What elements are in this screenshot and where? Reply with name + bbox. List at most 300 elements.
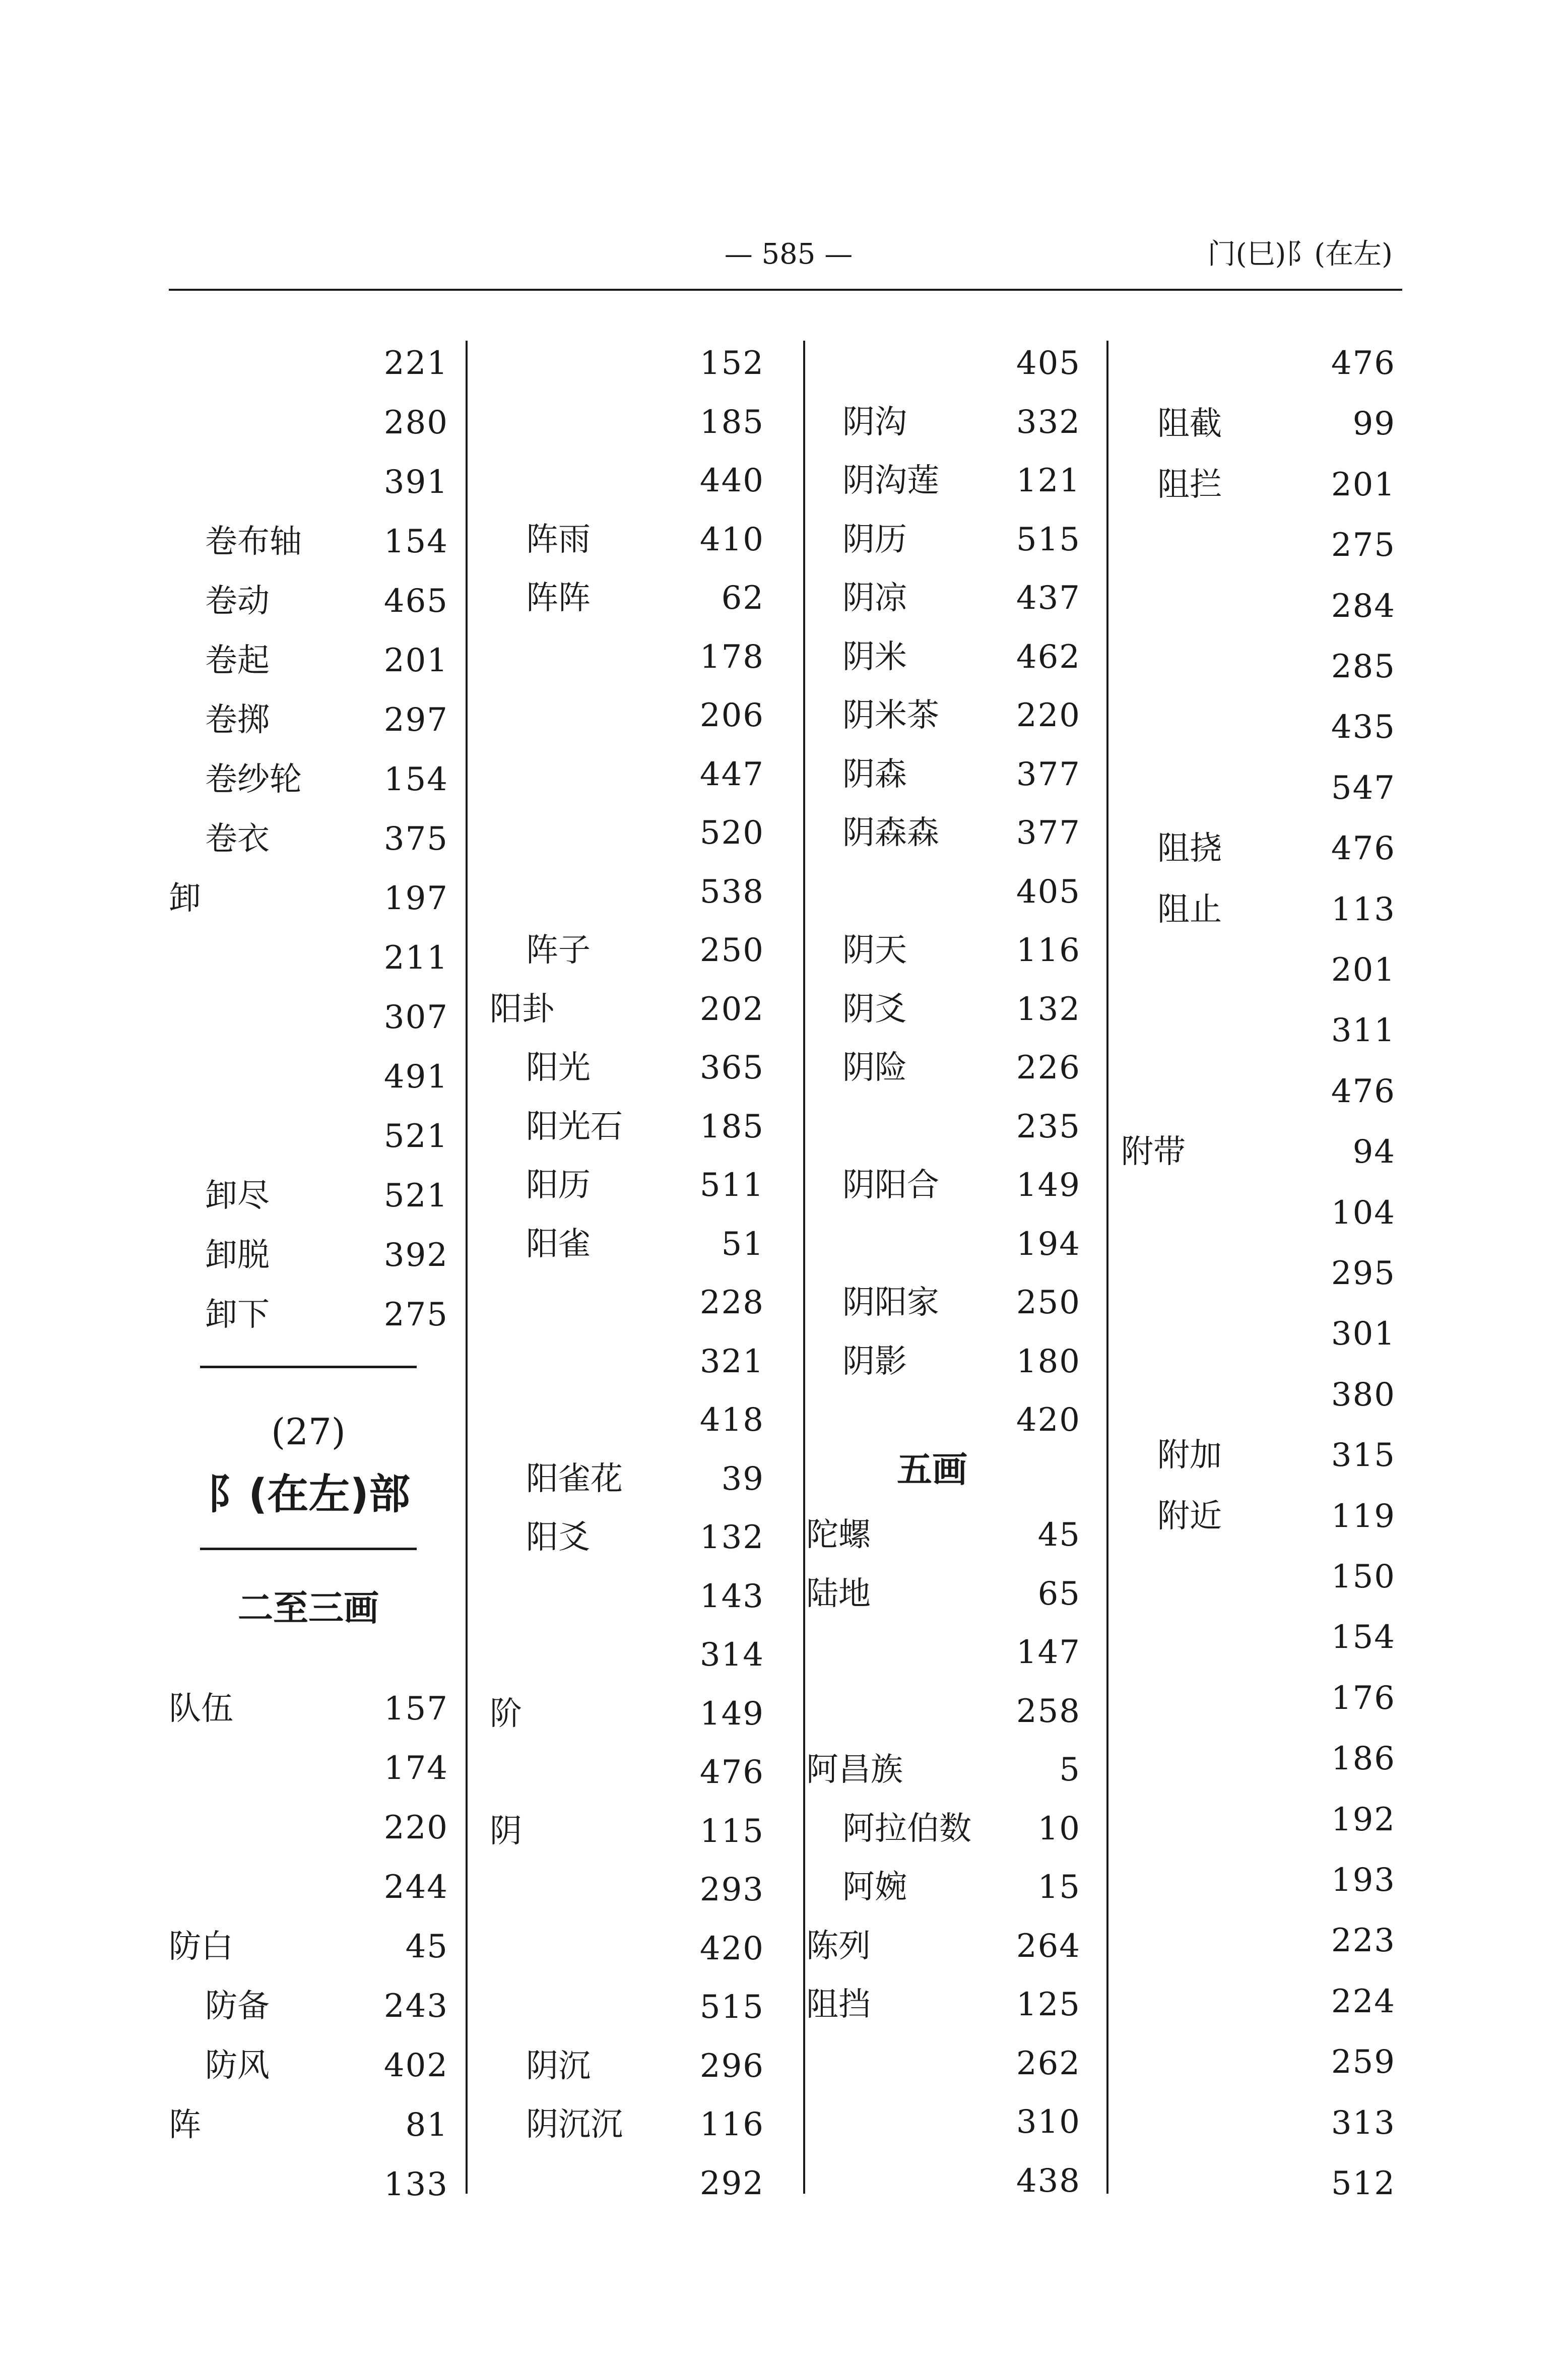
index-entry xyxy=(490,928,764,973)
index-entry xyxy=(1121,644,1396,689)
entry-page-number: 143 xyxy=(699,1577,764,1615)
entry-term: 陈列 xyxy=(806,1927,871,1965)
index-entry xyxy=(806,1397,1081,1443)
entry-page-number: 147 xyxy=(1016,1634,1081,1671)
entry-page-number: 314 xyxy=(699,1636,764,1674)
index-entry xyxy=(1121,1069,1396,1114)
entry-page-number: 402 xyxy=(383,2047,448,2084)
entry-page-number: 476 xyxy=(1331,1072,1396,1110)
index-entry xyxy=(1121,1797,1396,1842)
entry-page-number: 440 xyxy=(699,462,764,499)
entry-page-number: 250 xyxy=(699,932,764,969)
entry-page-number: 113 xyxy=(1331,890,1396,928)
index-column-4 xyxy=(1121,341,1396,2202)
index-entry xyxy=(806,869,1081,915)
index-entry xyxy=(1121,584,1396,629)
entry-term: 阳雀花 xyxy=(526,1460,623,1498)
entry-page-number: 133 xyxy=(383,2166,448,2203)
entry-page-number: 157 xyxy=(383,1690,448,1728)
index-entry xyxy=(1121,705,1396,750)
index-entry xyxy=(490,1985,764,2030)
entry-page-number: 511 xyxy=(699,1167,764,1204)
index-entry xyxy=(1121,1736,1396,1781)
entry-page-number: 149 xyxy=(699,1695,764,1733)
entry-term: 卸下 xyxy=(205,1296,270,1333)
entry-page-number: 99 xyxy=(1352,405,1396,443)
running-header-section: 门(巳)阝(在左) xyxy=(1207,238,1393,271)
entry-page-number: 150 xyxy=(1331,1558,1396,1595)
entry-term: 阿拉伯数 xyxy=(842,1810,971,1847)
entry-page-number: 197 xyxy=(383,880,448,917)
entry-term: 阵雨 xyxy=(526,521,591,558)
index-entry xyxy=(490,2161,764,2206)
entry-page-number: 15 xyxy=(1037,1869,1081,1906)
entry-term: 阴米 xyxy=(842,638,907,676)
index-entry xyxy=(1121,1372,1396,1418)
stroke-heading: 二至三画 xyxy=(238,1587,379,1629)
entry-page-number: 211 xyxy=(383,939,448,977)
entry-term: 阴阳家 xyxy=(842,1284,939,1321)
index-entry xyxy=(806,928,1081,973)
entry-page-number: 476 xyxy=(699,1754,764,1791)
entry-page-number: 115 xyxy=(699,1812,764,1850)
index-entry xyxy=(490,1691,764,1737)
entry-page-number: 176 xyxy=(1331,1679,1396,1717)
entry-page-number: 202 xyxy=(699,990,764,1028)
index-entry xyxy=(169,1054,448,1100)
entry-page-number: 149 xyxy=(1016,1167,1081,1204)
section-title: 阝(在左)部 xyxy=(207,1471,410,1518)
index-entry xyxy=(490,1809,764,1854)
entry-term: 阳光 xyxy=(526,1049,591,1087)
index-entry xyxy=(490,1515,764,1560)
index-entry xyxy=(490,400,764,445)
entry-term: 防备 xyxy=(205,1988,270,2025)
entry-page-number: 512 xyxy=(1331,2165,1396,2202)
entry-page-number: 45 xyxy=(405,1928,448,1965)
index-entry xyxy=(806,1512,1081,1558)
entry-page-number: 332 xyxy=(1016,403,1081,441)
index-entry xyxy=(1121,1129,1396,1175)
index-entry xyxy=(169,1233,448,1278)
index-entry xyxy=(490,752,764,797)
entry-page-number: 405 xyxy=(1016,873,1081,911)
index-entry xyxy=(1121,462,1396,507)
entry-page-number: 515 xyxy=(699,1989,764,2026)
index-entry xyxy=(490,987,764,1032)
entry-page-number: 39 xyxy=(721,1460,764,1498)
entry-page-number: 491 xyxy=(383,1058,448,1096)
index-entry xyxy=(1121,1554,1396,1600)
entry-page-number: 280 xyxy=(383,404,448,441)
entry-page-number: 365 xyxy=(699,1049,764,1087)
index-entry xyxy=(490,1280,764,1325)
entry-page-number: 435 xyxy=(1331,709,1396,746)
entry-page-number: 547 xyxy=(1331,769,1396,807)
index-entry xyxy=(490,517,764,562)
entry-term: 阵阵 xyxy=(526,580,591,617)
entry-page-number: 206 xyxy=(699,697,764,734)
entry-page-number: 45 xyxy=(1037,1516,1081,1554)
entry-term: 阳卦 xyxy=(490,990,554,1028)
entry-page-number: 538 xyxy=(699,873,764,911)
entry-page-number: 392 xyxy=(383,1237,448,1274)
index-column-2 xyxy=(490,341,764,2202)
entry-page-number: 521 xyxy=(383,1118,448,1155)
index-entry xyxy=(806,576,1081,621)
entry-page-number: 297 xyxy=(383,701,448,739)
index-entry xyxy=(1121,765,1396,811)
index-entry xyxy=(1121,1676,1396,1721)
entry-page-number: 228 xyxy=(699,1284,764,1321)
index-entry xyxy=(806,2158,1081,2204)
index-entry xyxy=(490,810,764,856)
entry-page-number: 154 xyxy=(383,523,448,560)
entry-term: 卷动 xyxy=(205,583,270,620)
index-entry xyxy=(169,1805,448,1850)
entry-page-number: 154 xyxy=(383,761,448,798)
index-entry xyxy=(1121,887,1396,932)
index-entry xyxy=(490,1456,764,1502)
entry-term: 陀螺 xyxy=(806,1516,871,1554)
index-entry xyxy=(169,519,448,564)
entry-page-number: 62 xyxy=(721,580,764,617)
entry-page-number: 201 xyxy=(1331,951,1396,989)
index-entry xyxy=(1121,1008,1396,1053)
section-number: (27) xyxy=(271,1411,346,1453)
index-entry xyxy=(490,1163,764,1208)
entry-term: 阴天 xyxy=(842,932,907,969)
entry-page-number: 226 xyxy=(1016,1049,1081,1087)
index-entry xyxy=(490,869,764,915)
entry-page-number: 313 xyxy=(1331,2104,1396,2142)
index-entry xyxy=(806,1339,1081,1384)
index-entry xyxy=(169,757,448,802)
entry-page-number: 420 xyxy=(699,1930,764,1967)
entry-page-number: 81 xyxy=(405,2106,448,2144)
index-entry xyxy=(806,1806,1081,1852)
index-entry xyxy=(490,1867,764,1912)
entry-page-number: 293 xyxy=(699,1871,764,1908)
entry-page-number: 264 xyxy=(1016,1927,1081,1965)
entry-page-number: 315 xyxy=(1331,1437,1396,1475)
index-entry xyxy=(490,1926,764,1971)
index-entry xyxy=(169,697,448,743)
entry-page-number: 223 xyxy=(1331,1922,1396,1960)
entry-page-number: 447 xyxy=(699,755,764,793)
entry-term: 阶 xyxy=(490,1695,522,1733)
index-entry xyxy=(169,2102,448,2148)
entry-term: 阻拦 xyxy=(1157,466,1222,503)
entry-page-number: 521 xyxy=(383,1177,448,1215)
entry-term: 卷衣 xyxy=(205,820,270,858)
entry-term: 阴 xyxy=(490,1812,522,1850)
entry-page-number: 377 xyxy=(1016,755,1081,793)
entry-page-number: 476 xyxy=(1331,345,1396,382)
entry-page-number: 258 xyxy=(1016,1692,1081,1730)
entry-page-number: 462 xyxy=(1016,638,1081,676)
entry-page-number: 465 xyxy=(383,583,448,620)
index-entry xyxy=(169,1984,448,2029)
index-column-1 xyxy=(169,341,448,2203)
index-entry xyxy=(806,2041,1081,2086)
entry-term: 附带 xyxy=(1121,1133,1186,1171)
entry-page-number: 391 xyxy=(383,464,448,501)
entry-page-number: 201 xyxy=(383,642,448,679)
index-entry xyxy=(490,1397,764,1443)
entry-term: 阴沉 xyxy=(526,2047,591,2085)
entry-page-number: 185 xyxy=(699,403,764,441)
entry-term: 阿昌族 xyxy=(806,1751,903,1789)
stroke-heading-five: 五画 xyxy=(897,1449,967,1490)
entry-page-number: 220 xyxy=(1016,697,1081,734)
index-entry xyxy=(806,1571,1081,1617)
entry-page-number: 154 xyxy=(1331,1619,1396,1656)
entry-page-number: 310 xyxy=(1016,2103,1081,2141)
index-entry xyxy=(806,1104,1081,1150)
entry-term: 防风 xyxy=(205,2047,270,2084)
index-entry xyxy=(490,1222,764,1267)
entry-term: 卷掷 xyxy=(205,701,270,739)
entry-page-number: 221 xyxy=(383,345,448,382)
entry-term: 阴影 xyxy=(842,1343,907,1380)
index-entry xyxy=(1121,1190,1396,1236)
index-column-3 xyxy=(806,341,1081,2200)
entry-term: 阻挡 xyxy=(806,1986,871,2023)
entry-term: 阴沟莲 xyxy=(842,462,939,499)
index-entry xyxy=(1121,1433,1396,1478)
entry-page-number: 116 xyxy=(1016,932,1081,969)
entry-term: 阴险 xyxy=(842,1049,907,1087)
index-entry xyxy=(806,1689,1081,1734)
entry-page-number: 410 xyxy=(699,521,764,558)
entry-page-number: 311 xyxy=(1331,1012,1396,1050)
index-entry xyxy=(1121,1858,1396,1903)
entry-page-number: 224 xyxy=(1331,1983,1396,2020)
entry-term: 阻止 xyxy=(1157,890,1222,928)
index-entry xyxy=(806,517,1081,562)
index-entry xyxy=(806,1280,1081,1325)
index-entry xyxy=(1121,523,1396,568)
index-entry xyxy=(1121,2161,1396,2206)
header-rule xyxy=(169,289,1402,291)
entry-page-number: 476 xyxy=(1331,830,1396,868)
index-entry xyxy=(169,460,448,505)
index-entry xyxy=(169,1292,448,1337)
entry-term: 防白 xyxy=(169,1928,233,1965)
entry-page-number: 418 xyxy=(699,1401,764,1439)
index-entry xyxy=(169,876,448,921)
index-entry xyxy=(806,1222,1081,1267)
entry-term: 卷起 xyxy=(205,642,270,679)
entry-page-number: 295 xyxy=(1331,1255,1396,1292)
entry-page-number: 194 xyxy=(1016,1225,1081,1263)
index-entry xyxy=(806,1924,1081,1969)
entry-page-number: 51 xyxy=(721,1225,764,1263)
entry-term: 阳雀 xyxy=(526,1225,591,1263)
entry-term: 阴森 xyxy=(842,755,907,793)
section-rule-bottom xyxy=(200,1548,417,1550)
entry-page-number: 438 xyxy=(1016,2162,1081,2200)
entry-page-number: 301 xyxy=(1331,1315,1396,1353)
entry-page-number: 201 xyxy=(1331,466,1396,503)
index-entry xyxy=(806,458,1081,503)
column-divider xyxy=(803,341,805,2194)
entry-page-number: 121 xyxy=(1016,462,1081,499)
entry-term: 卸脱 xyxy=(205,1237,270,1274)
entry-page-number: 178 xyxy=(699,638,764,676)
index-entry xyxy=(1121,826,1396,871)
entry-page-number: 192 xyxy=(1331,1801,1396,1838)
index-entry xyxy=(806,752,1081,797)
entry-term: 阳历 xyxy=(526,1167,591,1204)
entry-page-number: 437 xyxy=(1016,580,1081,617)
entry-term: 阻截 xyxy=(1157,405,1222,443)
entry-page-number: 174 xyxy=(383,1750,448,1787)
entry-term: 队伍 xyxy=(169,1690,233,1728)
index-entry xyxy=(169,935,448,981)
index-entry xyxy=(1121,1311,1396,1357)
index-entry xyxy=(490,1339,764,1384)
entry-term: 阴森森 xyxy=(842,814,939,852)
index-entry xyxy=(1121,1918,1396,1963)
entry-page-number: 284 xyxy=(1331,587,1396,625)
entry-term: 陆地 xyxy=(806,1575,871,1613)
index-entry xyxy=(490,2102,764,2147)
entry-page-number: 296 xyxy=(699,2047,764,2085)
entry-page-number: 10 xyxy=(1037,1810,1081,1847)
section-rule-top xyxy=(200,1366,417,1368)
index-entry xyxy=(1121,1251,1396,1296)
entry-term: 阴阳合 xyxy=(842,1167,939,1204)
index-entry xyxy=(169,400,448,445)
index-entry xyxy=(490,1104,764,1150)
column-divider xyxy=(466,341,468,2194)
index-entry xyxy=(806,341,1081,386)
index-entry xyxy=(806,1747,1081,1793)
index-entry xyxy=(169,1173,448,1219)
index-entry xyxy=(490,693,764,738)
entry-term: 阿婉 xyxy=(842,1869,907,1906)
entry-page-number: 116 xyxy=(699,2106,764,2143)
index-entry xyxy=(1121,947,1396,993)
index-entry xyxy=(169,1924,448,1969)
index-entry xyxy=(806,1865,1081,1910)
index-entry xyxy=(1121,341,1396,386)
index-entry xyxy=(1121,401,1396,446)
index-entry xyxy=(169,1114,448,1159)
entry-page-number: 307 xyxy=(383,999,448,1036)
entry-page-number: 152 xyxy=(699,345,764,382)
entry-term: 阴凉 xyxy=(842,580,907,617)
index-entry xyxy=(806,987,1081,1032)
entry-page-number: 119 xyxy=(1331,1497,1396,1535)
entry-term: 卷布轴 xyxy=(205,523,302,560)
index-entry xyxy=(1121,1494,1396,1539)
entry-page-number: 132 xyxy=(699,1519,764,1556)
index-entry xyxy=(1121,2100,1396,2146)
entry-page-number: 243 xyxy=(383,1988,448,2025)
entry-page-number: 94 xyxy=(1352,1133,1396,1171)
index-entry xyxy=(1121,1979,1396,2024)
entry-term: 卸 xyxy=(169,880,201,917)
column-divider xyxy=(1106,341,1108,2194)
entry-page-number: 180 xyxy=(1016,1343,1081,1380)
entry-page-number: 285 xyxy=(1331,648,1396,685)
index-entry xyxy=(169,1686,448,1732)
entry-page-number: 132 xyxy=(1016,990,1081,1028)
index-entry xyxy=(806,1045,1081,1091)
index-entry xyxy=(169,1746,448,1791)
index-entry xyxy=(806,1630,1081,1675)
entry-page-number: 380 xyxy=(1331,1376,1396,1414)
entry-page-number: 65 xyxy=(1037,1575,1081,1613)
index-entry xyxy=(169,638,448,683)
entry-term: 附加 xyxy=(1157,1437,1222,1475)
page-number: — 585 — xyxy=(724,238,853,271)
index-entry xyxy=(806,1982,1081,2027)
entry-term: 阻挠 xyxy=(1157,830,1222,868)
index-entry xyxy=(806,810,1081,856)
entry-page-number: 275 xyxy=(1331,527,1396,564)
index-entry xyxy=(1121,2039,1396,2085)
entry-term: 阴爻 xyxy=(842,990,907,1028)
index-entry xyxy=(490,341,764,386)
index-entry xyxy=(169,579,448,624)
entry-page-number: 262 xyxy=(1016,2045,1081,2082)
index-entry xyxy=(490,458,764,503)
entry-term: 阵 xyxy=(169,2106,201,2144)
entry-page-number: 259 xyxy=(1331,2044,1396,2081)
index-entry xyxy=(806,693,1081,738)
entry-page-number: 292 xyxy=(699,2164,764,2202)
index-entry xyxy=(169,1865,448,1910)
entry-page-number: 125 xyxy=(1016,1986,1081,2023)
entry-page-number: 193 xyxy=(1331,1862,1396,1899)
index-entry xyxy=(490,2044,764,2089)
index-entry xyxy=(490,576,764,621)
entry-term: 附近 xyxy=(1157,1497,1222,1535)
entry-term: 阵子 xyxy=(526,932,591,969)
index-entry xyxy=(806,400,1081,445)
entry-page-number: 321 xyxy=(699,1343,764,1380)
index-entry xyxy=(1121,1615,1396,1660)
index-entry xyxy=(169,2162,448,2207)
entry-page-number: 515 xyxy=(1016,521,1081,558)
entry-term: 阴沟 xyxy=(842,403,907,441)
entry-term: 卷纱轮 xyxy=(205,761,302,798)
entry-term: 阴历 xyxy=(842,521,907,558)
entry-term: 阳光石 xyxy=(526,1108,623,1145)
index-entry xyxy=(806,2099,1081,2145)
entry-term: 卸尽 xyxy=(205,1177,270,1215)
entry-page-number: 186 xyxy=(1331,1740,1396,1778)
entry-term: 阴米茶 xyxy=(842,697,939,734)
index-entry xyxy=(169,341,448,386)
entry-page-number: 520 xyxy=(699,814,764,852)
index-entry xyxy=(490,634,764,680)
index-entry xyxy=(490,1750,764,1795)
entry-page-number: 420 xyxy=(1016,1401,1081,1439)
entry-page-number: 250 xyxy=(1016,1284,1081,1321)
entry-page-number: 375 xyxy=(383,820,448,858)
entry-term: 阴沉沉 xyxy=(526,2106,623,2143)
index-entry xyxy=(806,634,1081,680)
index-entry xyxy=(490,1574,764,1619)
entry-page-number: 244 xyxy=(383,1869,448,1906)
entry-page-number: 405 xyxy=(1016,345,1081,382)
entry-page-number: 5 xyxy=(1059,1751,1081,1789)
